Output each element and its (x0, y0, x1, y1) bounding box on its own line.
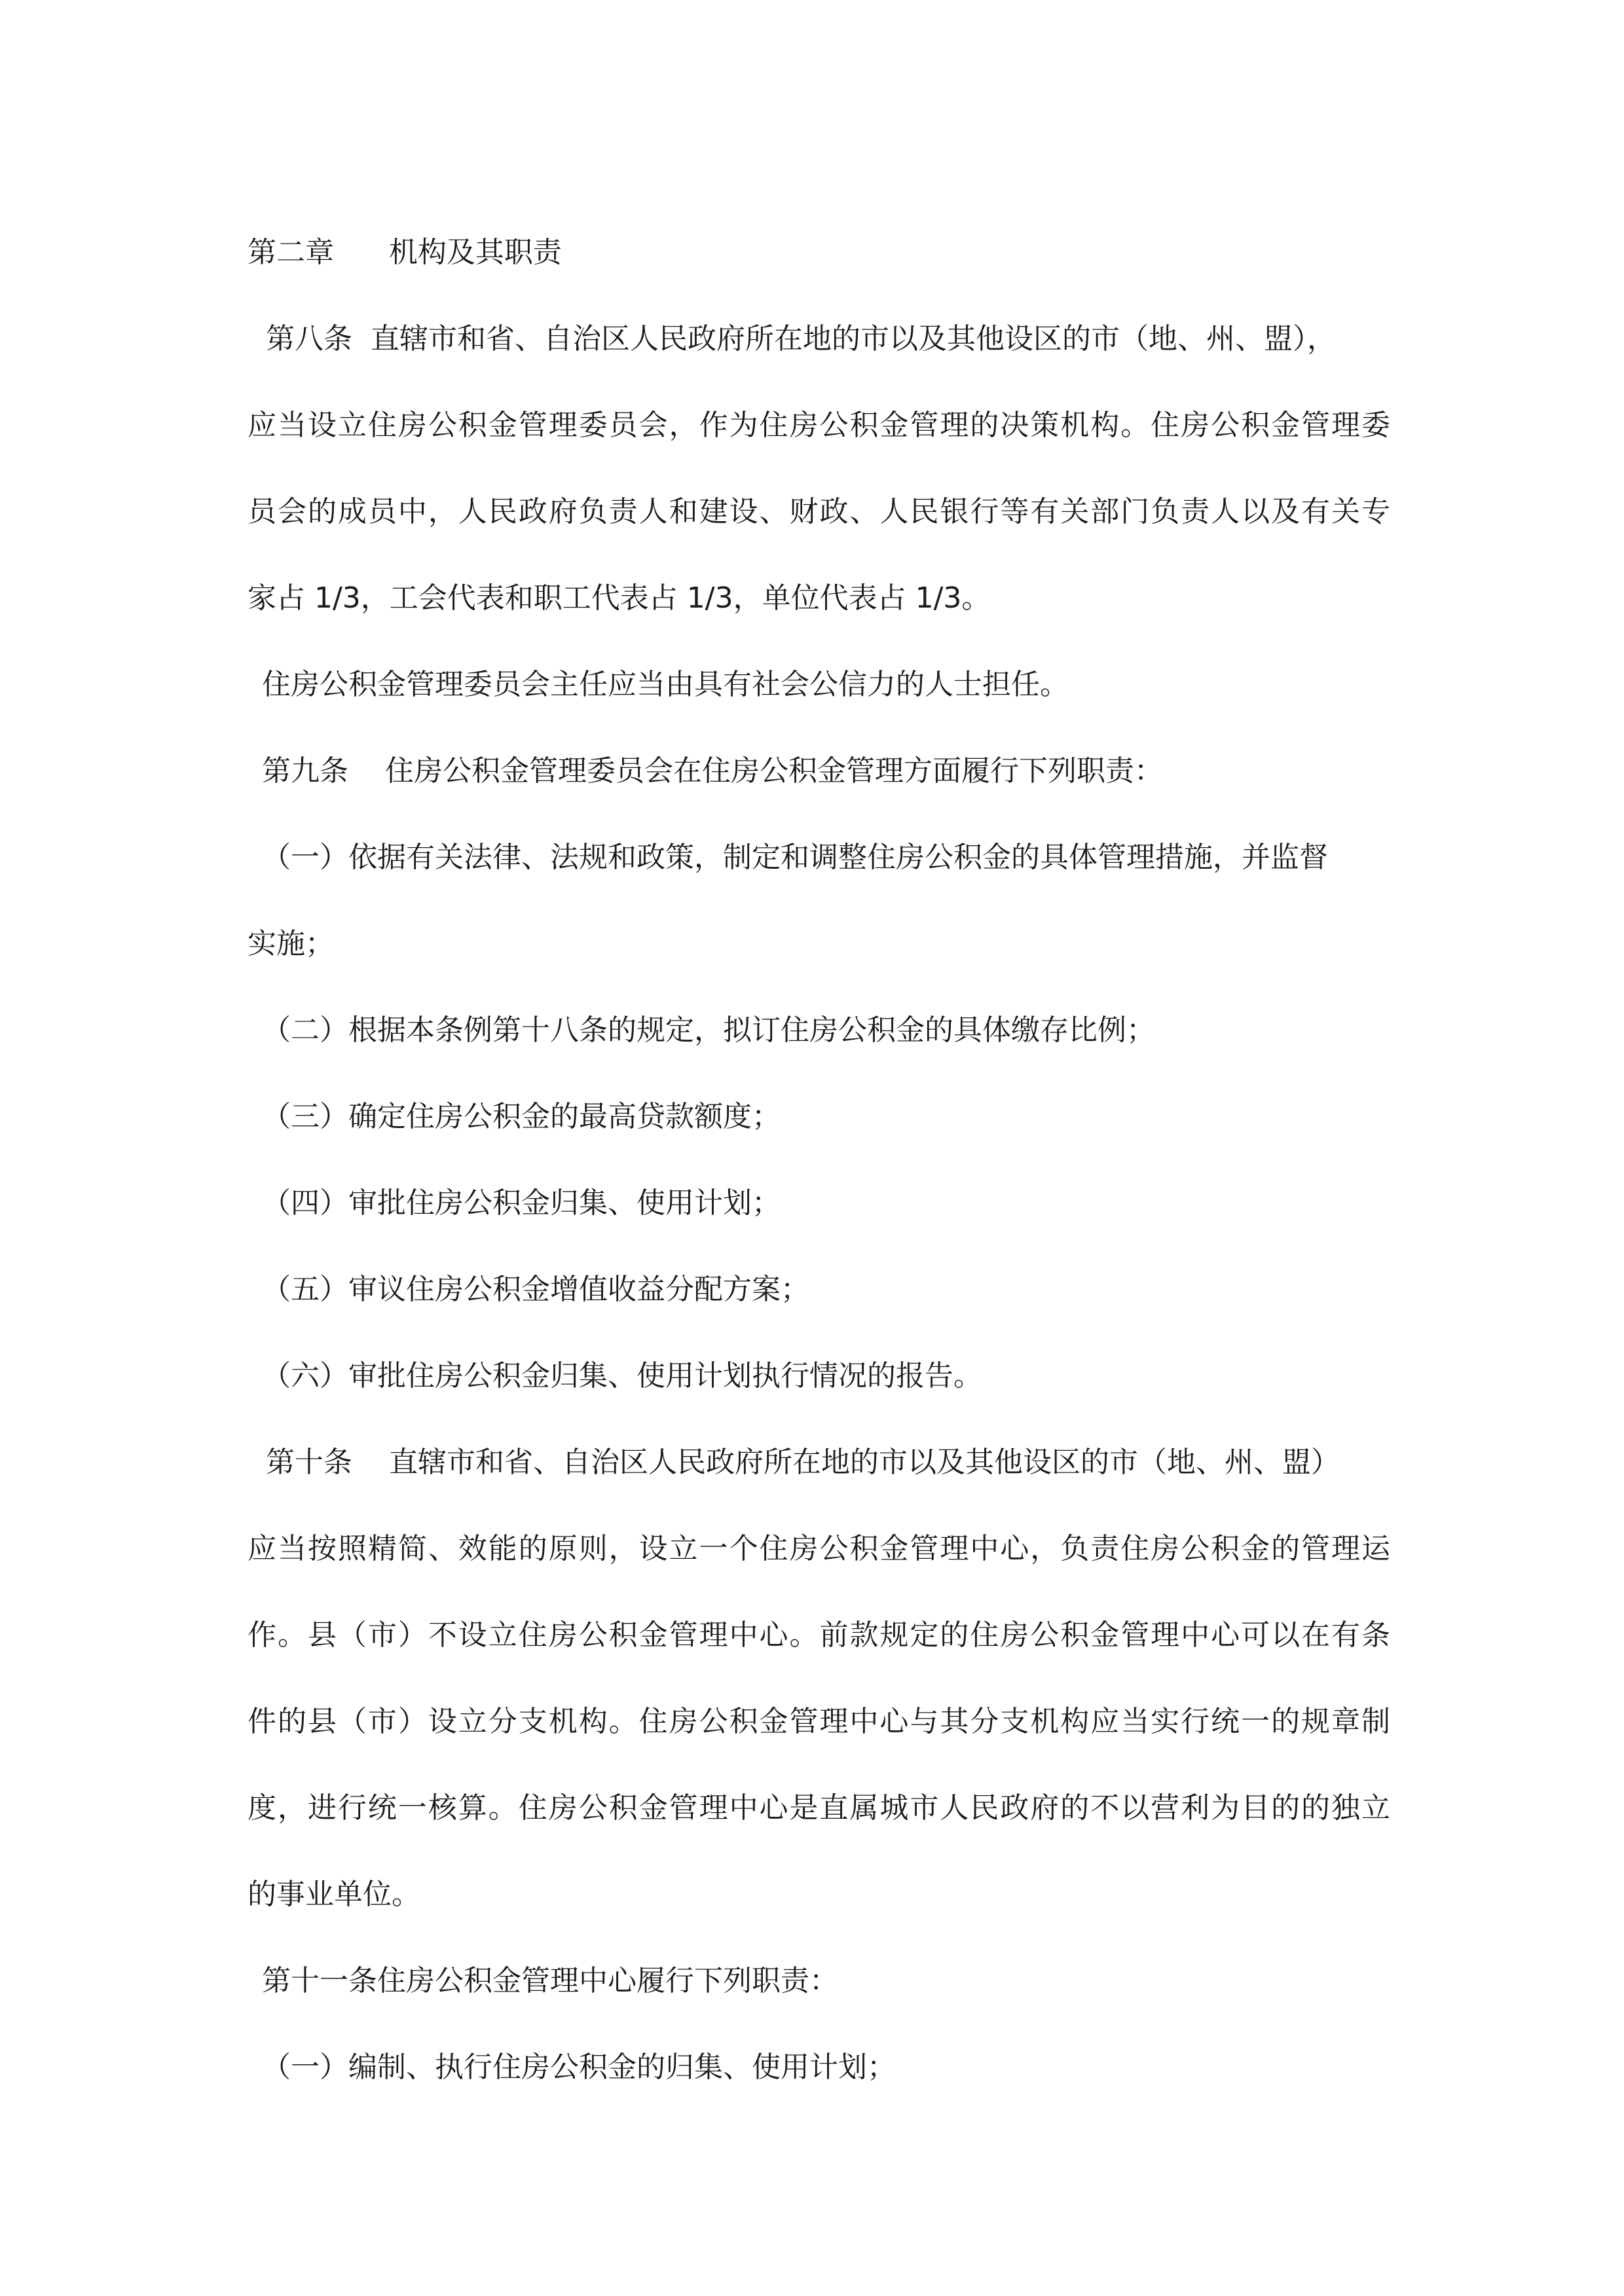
article-10-line-3: 作。县（市）不设立住房公积金管理中心。前款规定的住房公积金管理中心可以在有条 (248, 1618, 1390, 1652)
article-11-heading: 第十一条住房公积金管理中心履行下列职责： (262, 1964, 838, 1997)
article-10-line-1: 第十条 直辖市和省、自治区人民政府所在地的市以及其他设区的市（地、州、盟） (266, 1446, 1340, 1479)
article-9-item-3: （三）确定住房公积金的最高贷款额度； (262, 1100, 781, 1133)
article-9-heading: 第九条 住房公积金管理委员会在住房公积金管理方面履行下列职责： (262, 754, 1163, 788)
article-8-line-1: 第八条 直辖市和省、自治区人民政府所在地的市以及其他设区的市（地、州、盟）， (266, 322, 1336, 355)
article-8-line-2: 应当设立住房公积金管理委员会，作为住房公积金管理的决策机构。住房公积金管理委 (248, 409, 1390, 442)
article-10-line-6: 的事业单位。 (248, 1878, 420, 1911)
article-8-line-3: 员会的成员中，人民政府负责人和建设、财政、人民银行等有关部门负责人以及有关专 (248, 495, 1390, 528)
article-9-item-5: （五）审议住房公积金增值收益分配方案； (262, 1273, 809, 1306)
article-9-item-2: （二）根据本条例第十八条的规定，拟订住房公积金的具体缴存比例； (262, 1013, 1155, 1047)
chapter-heading: 第二章 机构及其职责 (248, 236, 562, 269)
article-8-line-4: 家占 1/3，工会代表和职工代表占 1/3，单位代表占 1/3。 (248, 581, 991, 615)
article-9-item-4: （四）审批住房公积金归集、使用计划； (262, 1186, 781, 1220)
article-9-item-1-line-1: （一）依据有关法律、法规和政策，制定和调整住房公积金的具体管理措施，并监督 (262, 841, 1328, 874)
article-9-item-1-line-2: 实施； (248, 927, 334, 960)
article-10-line-2: 应当按照精简、效能的原则，设立一个住房公积金管理中心，负责住房公积金的管理运 (248, 1532, 1390, 1565)
article-9-item-6: （六）审批住房公积金归集、使用计划执行情况的报告。 (262, 1359, 982, 1393)
document-body (248, 210, 1390, 2111)
article-10-line-4: 件的县（市）设立分支机构。住房公积金管理中心与其分支机构应当实行统一的规章制 (248, 1705, 1390, 1738)
article-11-item-1: （一）编制、执行住房公积金的归集、使用计划； (262, 2050, 896, 2084)
article-8-paragraph-2: 住房公积金管理委员会主任应当由具有社会公信力的人士担任。 (262, 668, 1069, 701)
article-10-line-5: 度，进行统一核算。住房公积金管理中心是直属城市人民政府的不以营利为目的的独立 (248, 1791, 1390, 1825)
